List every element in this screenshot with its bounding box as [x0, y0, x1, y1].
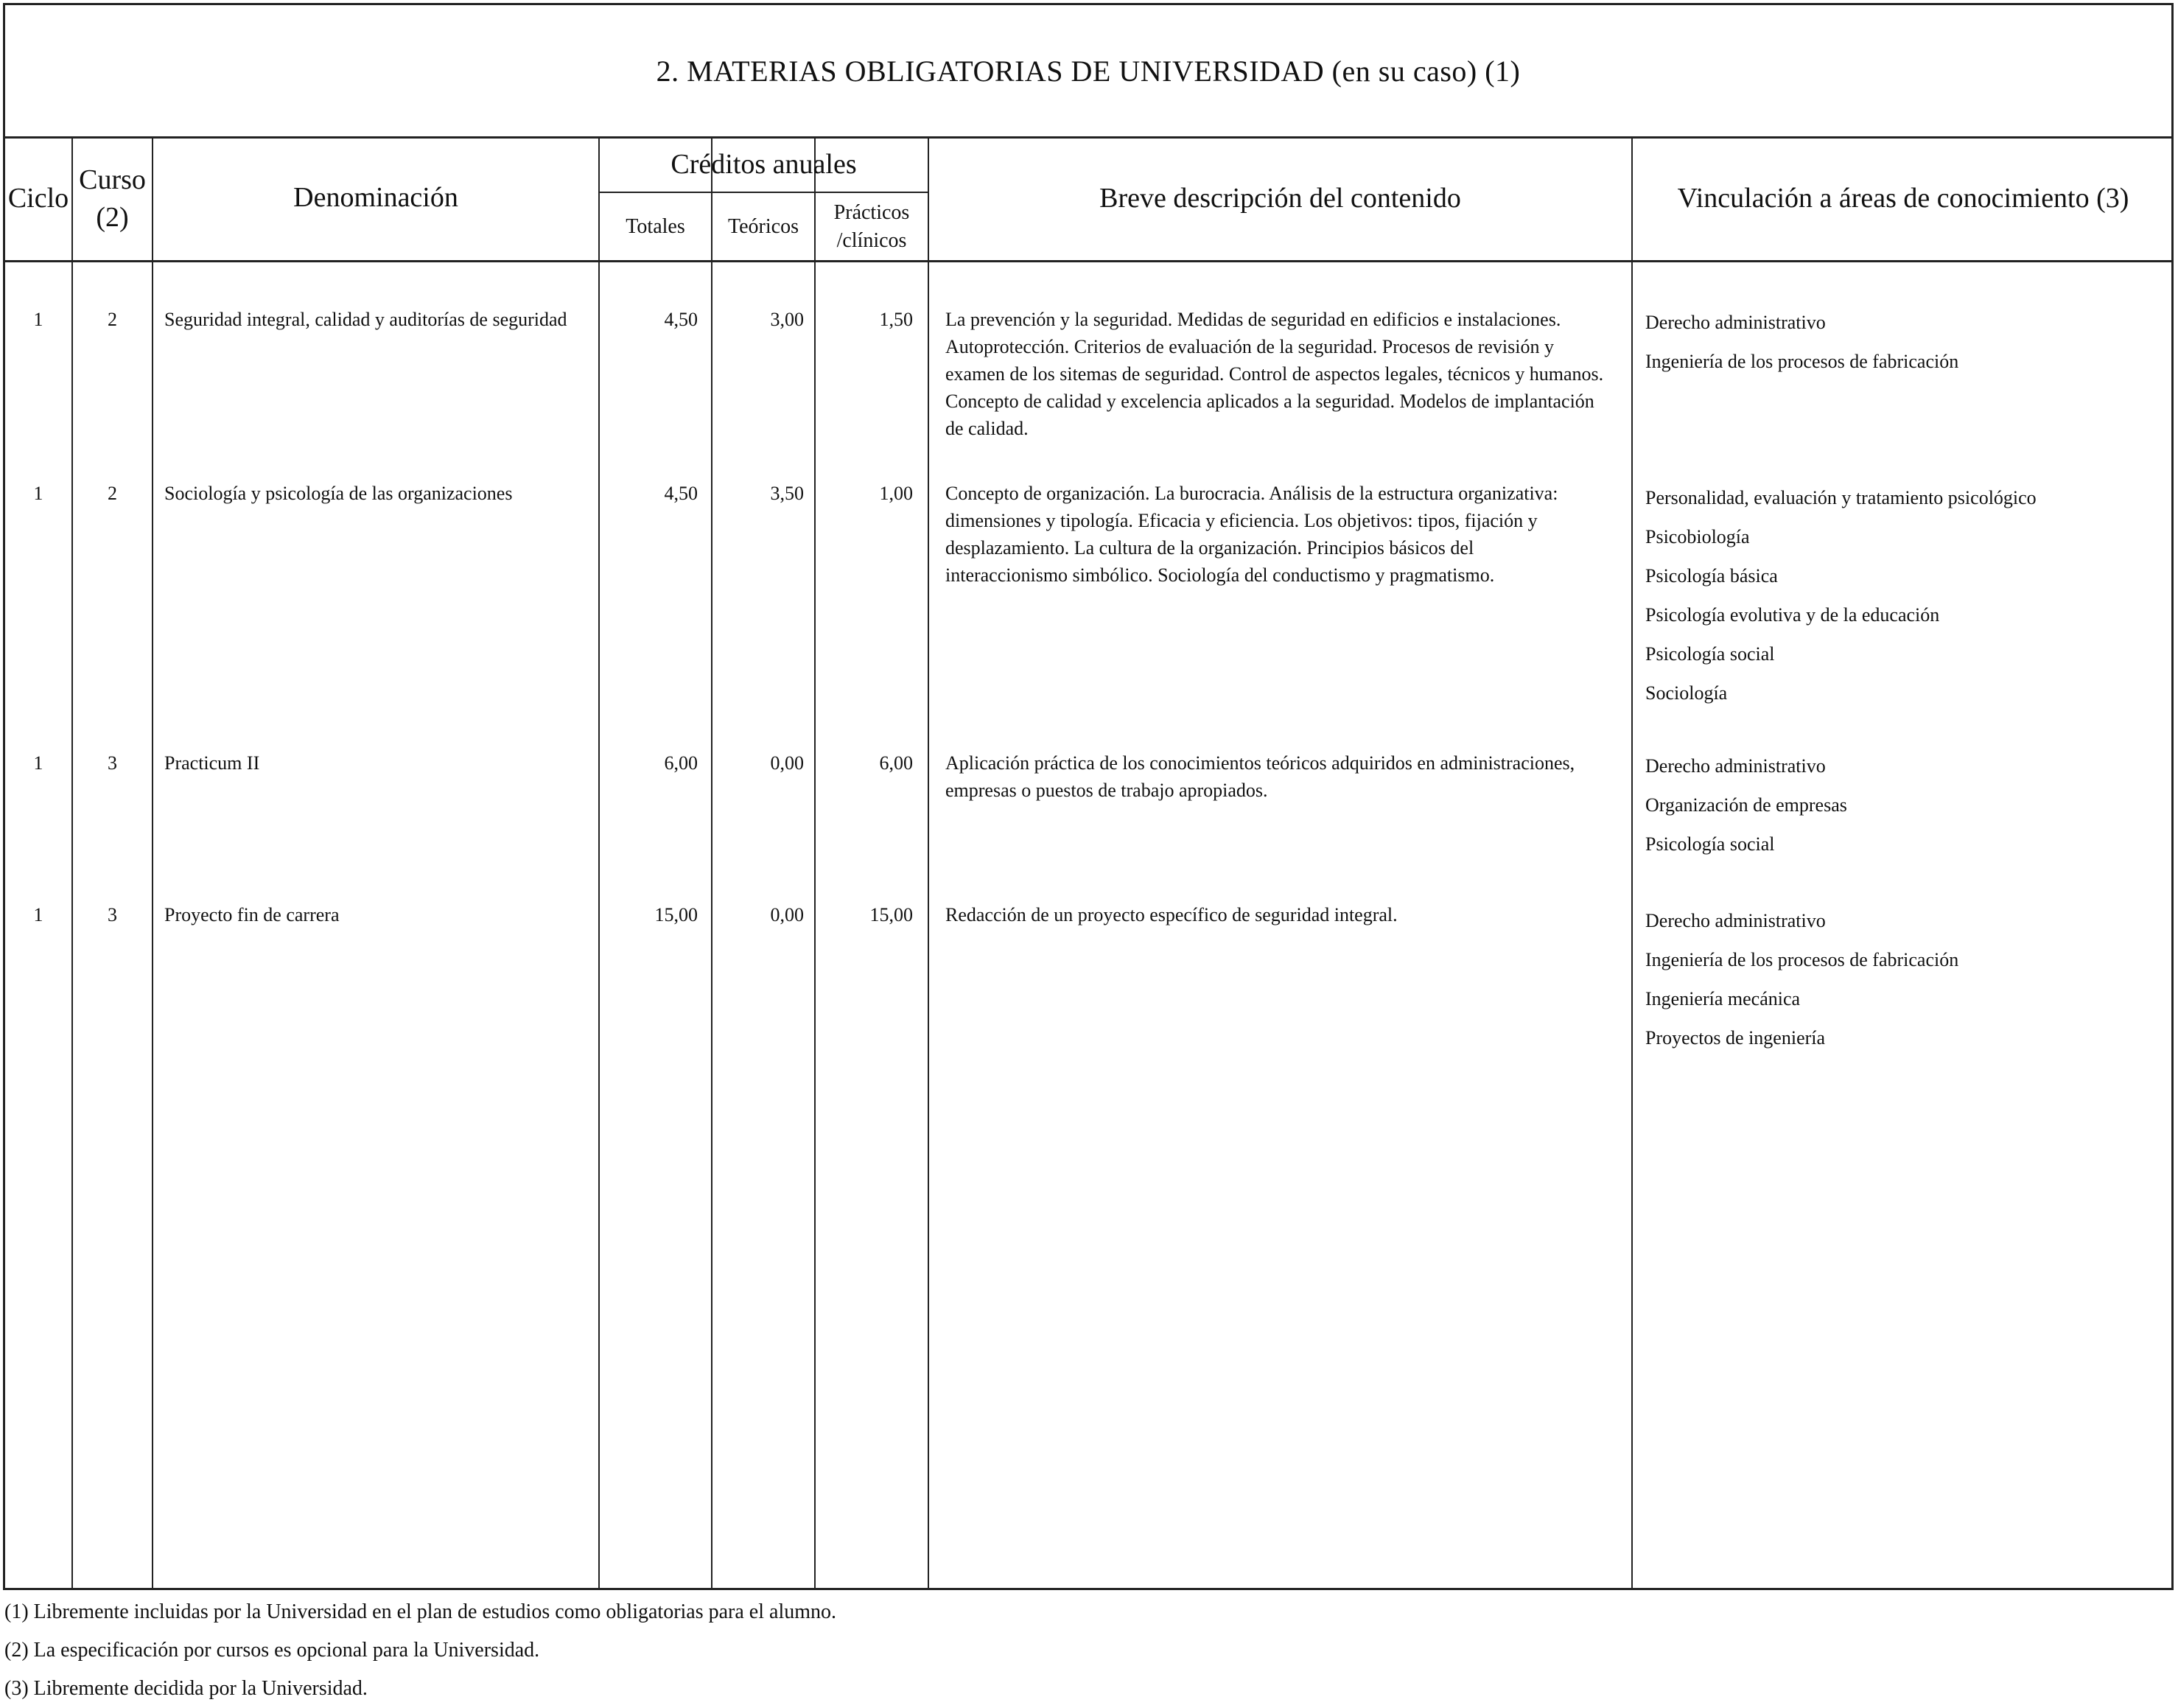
header-practicos-line1: Prácticos [833, 200, 910, 224]
column-divider [711, 136, 712, 1588]
cell-denominacion: Practicum II [164, 752, 260, 774]
cell-ciclo: 1 [33, 309, 43, 330]
cell-ciclo: 1 [33, 752, 43, 774]
cell-areas [1645, 303, 2168, 381]
area-item: Ingeniería mecánica [1645, 988, 1801, 1009]
cell-totales: 4,50 [664, 483, 698, 504]
column-divider [71, 136, 73, 1588]
cell-teoricos: 3,00 [770, 309, 804, 330]
area-item: Psicobiología [1645, 526, 1750, 547]
cell-teoricos: 0,00 [770, 904, 804, 925]
column-divider [152, 136, 153, 1588]
area-item: Derecho administrativo [1645, 755, 1826, 777]
header-teoricos: Teóricos [727, 214, 799, 238]
cell-totales: 15,00 [654, 904, 698, 925]
header-denominacion: Denominación [293, 182, 458, 213]
cell-descripcion: La prevención y la seguridad. Medidas de seguridad en edificios e instalaciones. Autoprotección. Criterios de evaluación de la seguridad. Procesos de revisión y examen de los sitemas de seguridad. Control de aspectos legales, técnicos y humanos. Concepto de calidad y excelencia aplicados a la seguridad. Modelos de implantación de calidad. [945, 309, 1604, 439]
cell-curso: 2 [108, 483, 117, 504]
cell-areas [1645, 746, 2168, 864]
footnotes [4, 1593, 2141, 1708]
cell-curso: 2 [108, 309, 117, 330]
header-descripcion: Breve descripción del contenido [1099, 183, 1461, 214]
cell-ciclo: 1 [33, 483, 43, 504]
cell-ciclo: 1 [33, 904, 43, 925]
header-vinculacion: Vinculación a áreas de conocimiento (3) [1677, 183, 2129, 214]
cell-areas [1645, 478, 2172, 713]
column-divider [814, 136, 816, 1588]
header-practicos-line2: /clínicos [836, 228, 907, 252]
cell-denominacion: Sociología y psicología de las organizaciones [164, 483, 513, 504]
materias-table [3, 3, 2174, 1590]
footnote-3: (3) Libremente decidida por la Universidad. [4, 1677, 368, 1700]
footnote-2: (2) La especificación por cursos es opcional para la Universidad. [4, 1639, 540, 1662]
area-item: Proyectos de ingeniería [1645, 1027, 1826, 1049]
cell-descripcion: Redacción de un proyecto específico de seguridad integral. [945, 904, 1398, 925]
cell-practicos: 1,00 [879, 483, 913, 504]
header-curso-note: (2) [96, 202, 129, 233]
header-curso-label: Curso [79, 164, 146, 195]
cell-practicos: 15,00 [869, 904, 913, 925]
footnote-1: (1) Libremente incluidas por la Universidad en el plan de estudios como obligatorias para el alumno. [4, 1600, 836, 1623]
area-item: Psicología evolutiva y de la educación [1645, 604, 1940, 626]
cell-teoricos: 0,00 [770, 752, 804, 774]
header-divider [5, 260, 2171, 262]
table-title: 2. MATERIAS OBLIGATORIAS DE UNIVERSIDAD (en su caso) (1) [656, 54, 1521, 88]
cell-areas [1645, 901, 2168, 1057]
header-practicos [816, 193, 928, 260]
cell-practicos: 1,50 [879, 309, 913, 330]
header-ciclo: Ciclo [7, 183, 69, 214]
column-divider [1631, 136, 1633, 1588]
area-item: Personalidad, evaluación y tratamiento psicológico [1645, 487, 2037, 508]
area-item: Organización de empresas [1645, 794, 1847, 816]
cell-descripcion: Concepto de organización. La burocracia. Análisis de la estructura organizativa: dimensiones y tipología. Eficacia y eficiencia. Los objetivos: tipos, fijación y desplazamiento. La cultura de la organización. Principios básicos del interaccionismo simbólico. Sociología del conductismo y pragmatismo. [945, 483, 1558, 586]
area-item: Psicología básica [1645, 565, 1778, 587]
cell-practicos: 6,00 [879, 752, 913, 774]
area-item: Psicología social [1645, 833, 1775, 855]
area-item: Sociología [1645, 682, 1728, 704]
cell-totales: 6,00 [664, 752, 698, 774]
column-divider [598, 136, 600, 1588]
cell-totales: 4,50 [664, 309, 698, 330]
area-item: Ingeniería de los procesos de fabricación [1645, 949, 1959, 970]
area-item: Derecho administrativo [1645, 910, 1826, 931]
area-item: Ingeniería de los procesos de fabricación [1645, 351, 1959, 372]
cell-curso: 3 [108, 904, 117, 925]
area-item: Psicología social [1645, 643, 1775, 665]
cell-descripcion: Aplicación práctica de los conocimientos teóricos adquiridos en administraciones, empresas o puestos de trabajo apropiados. [945, 752, 1575, 801]
header-creditos-anuales: Créditos anuales [670, 148, 857, 180]
cell-curso: 3 [108, 752, 117, 774]
column-divider [928, 136, 929, 1588]
header-totales: Totales [626, 214, 685, 238]
cell-teoricos: 3,50 [770, 483, 804, 504]
area-item: Derecho administrativo [1645, 312, 1826, 333]
cell-denominacion: Seguridad integral, calidad y auditorías de seguridad [164, 309, 567, 330]
cell-denominacion: Proyecto fin de carrera [164, 904, 340, 925]
header-curso [73, 138, 152, 260]
